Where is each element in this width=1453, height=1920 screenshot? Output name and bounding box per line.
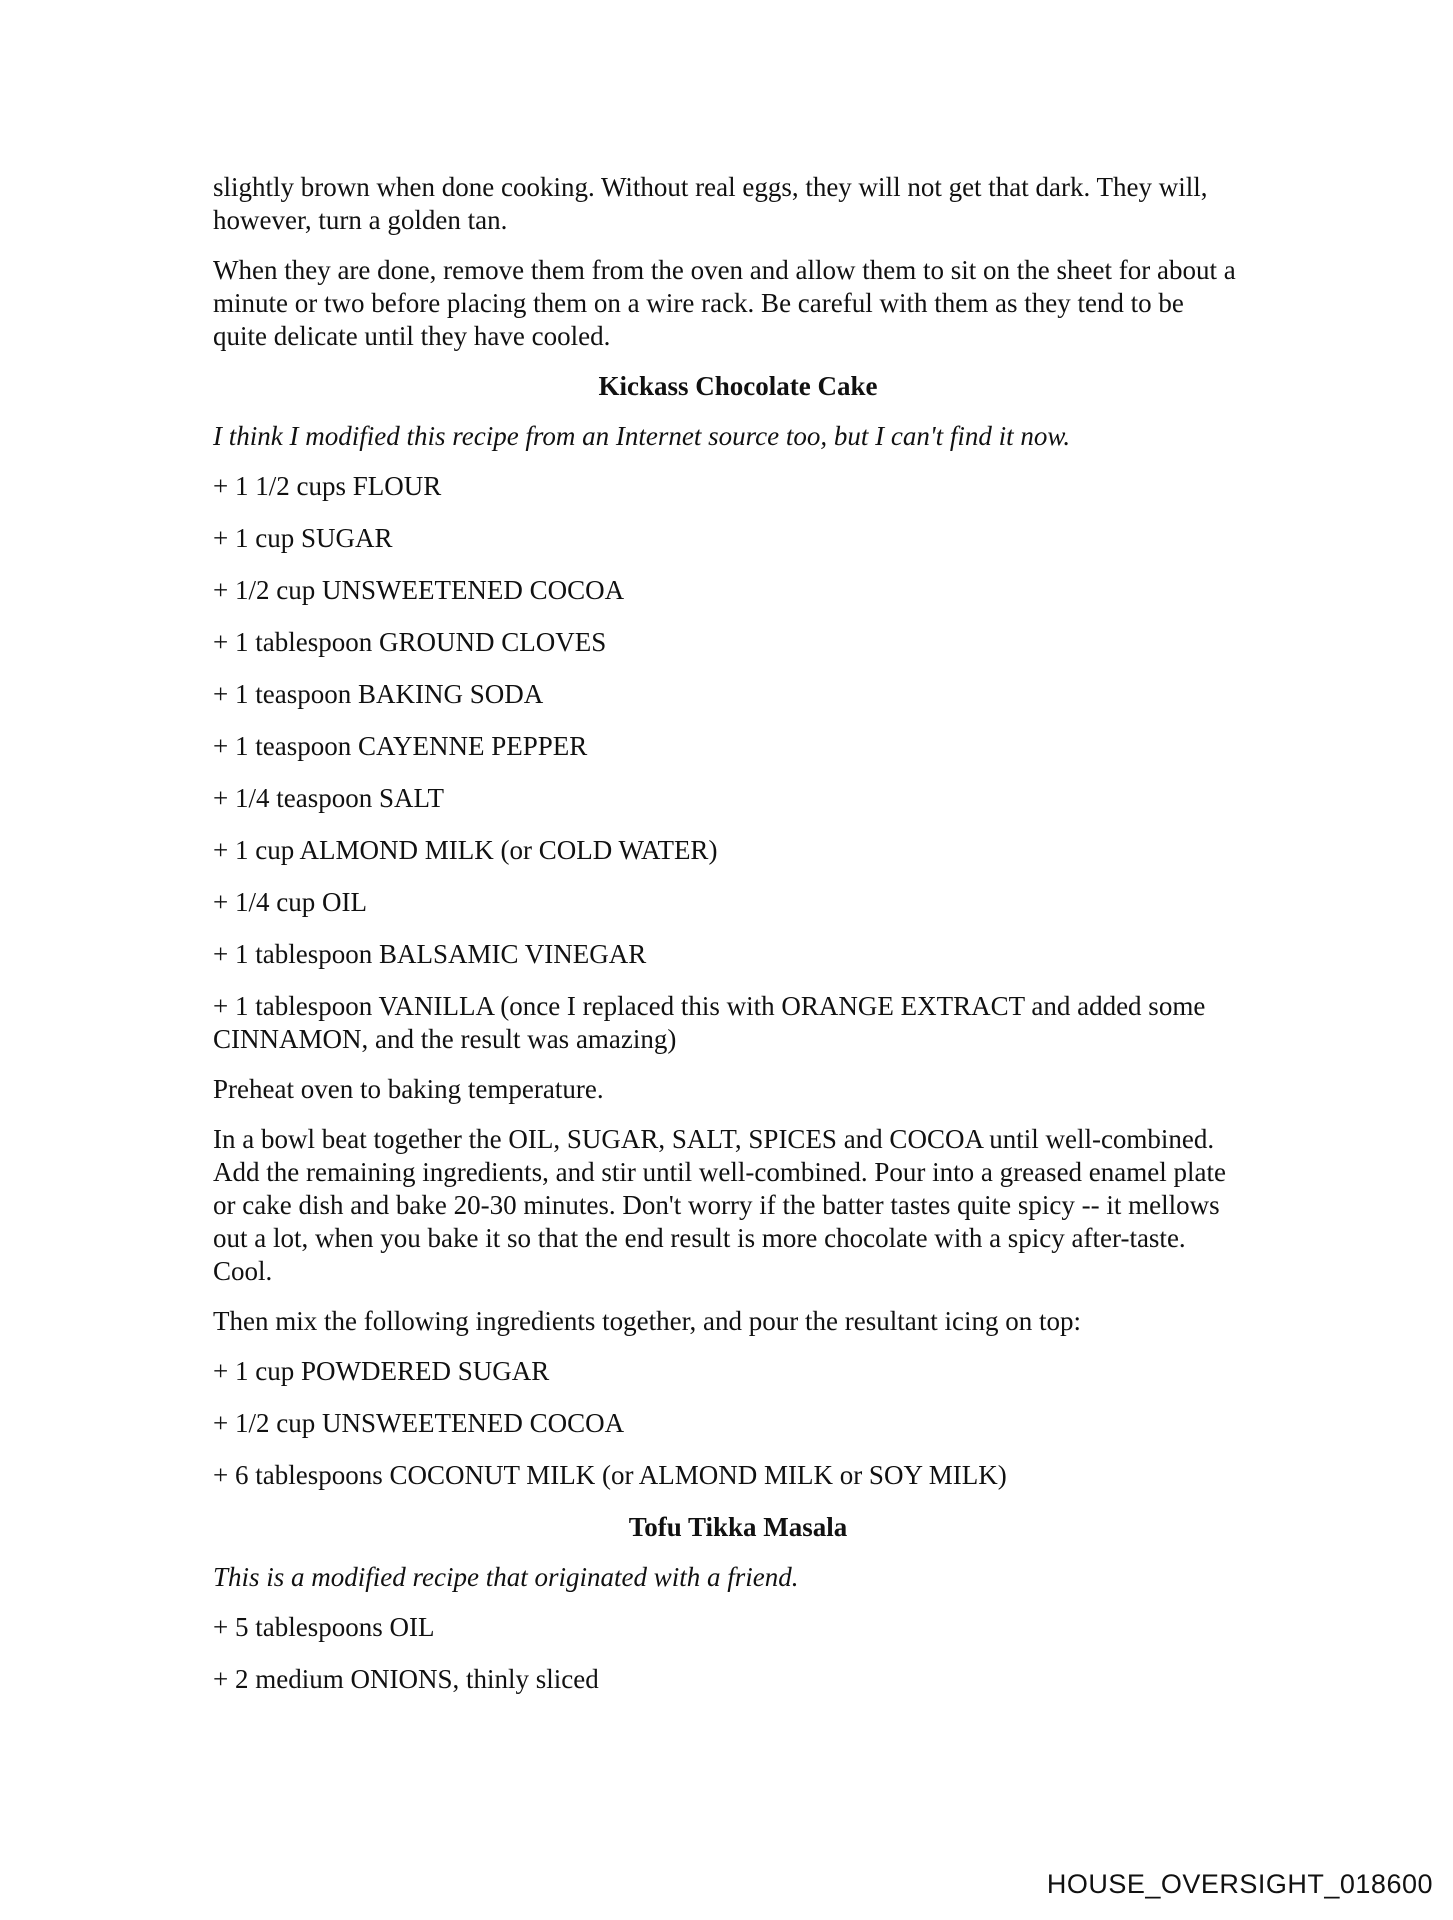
recipe-title-chocolate-cake: Kickass Chocolate Cake (598, 371, 878, 401)
document-page (213, 171, 1243, 1715)
icing-ingredient-item: + 1 cup POWDERED SUGAR (213, 1356, 550, 1386)
ingredient-item: + 1 cup SUGAR (213, 523, 393, 553)
ingredient-item: + 1 teaspoon BAKING SODA (213, 679, 544, 709)
ingredient-item: + 1 1/2 cups FLOUR (213, 471, 442, 501)
ingredient-item: + 1/2 cup UNSWEETENED COCOA (213, 575, 625, 605)
ingredient-item: + 1 tablespoon GROUND CLOVES (213, 627, 607, 657)
ingredient-item: + 2 medium ONIONS, thinly sliced (213, 1664, 599, 1694)
icing-ingredient-item: + 1/2 cup UNSWEETENED COCOA (213, 1408, 625, 1438)
instruction-mix: In a bowl beat together the OIL, SUGAR, SALT, SPICES and COCOA until well-combined. Add the remaining ingredients, and stir until well-combined. Pour into a greased enamel plate or cake dish and bake 20-30 minutes. Don't worry if the batter tastes quite spicy -- it mellows out a lot, when you bake it so that the end result is more chocolate with a spicy after-taste. Cool. (213, 1124, 1226, 1286)
instruction-preheat: Preheat oven to baking temperature. (213, 1074, 604, 1104)
ingredient-item: + 1 cup ALMOND MILK (or COLD WATER) (213, 835, 718, 865)
ingredient-item: + 1/4 teaspoon SALT (213, 783, 444, 813)
recipe-note-tikka-masala: This is a modified recipe that originated with a friend. (213, 1562, 799, 1592)
ingredient-item: + 1 teaspoon CAYENNE PEPPER (213, 731, 588, 761)
ingredient-item: + 1 tablespoon VANILLA (once I replaced this with ORANGE EXTRACT and added some CINNAMON, and the result was amazing) (213, 991, 1206, 1054)
recipe-note-chocolate-cake: I think I modified this recipe from an Internet source too, but I can't find it now. (213, 421, 1071, 451)
ingredient-item: + 1 tablespoon BALSAMIC VINEGAR (213, 939, 647, 969)
intro-paragraph: slightly brown when done cooking. Without real eggs, they will not get that dark. They will, however, turn a golden tan. (213, 172, 1208, 235)
recipe-title-tikka-masala: Tofu Tikka Masala (628, 1512, 848, 1542)
icing-ingredient-item: + 6 tablespoons COCONUT MILK (or ALMOND MILK or SOY MILK) (213, 1460, 1007, 1490)
icing-intro: Then mix the following ingredients together, and pour the resultant icing on top: (213, 1306, 1081, 1336)
bates-number: HOUSE_OVERSIGHT_018600 (1046, 1869, 1433, 1899)
intro-paragraph: When they are done, remove them from the oven and allow them to sit on the sheet for about a minute or two before placing them on a wire rack. Be careful with them as they tend to be quite delicate until they have cooled. (213, 255, 1236, 351)
ingredient-item: + 1/4 cup OIL (213, 887, 367, 917)
ingredient-item: + 5 tablespoons OIL (213, 1612, 435, 1642)
